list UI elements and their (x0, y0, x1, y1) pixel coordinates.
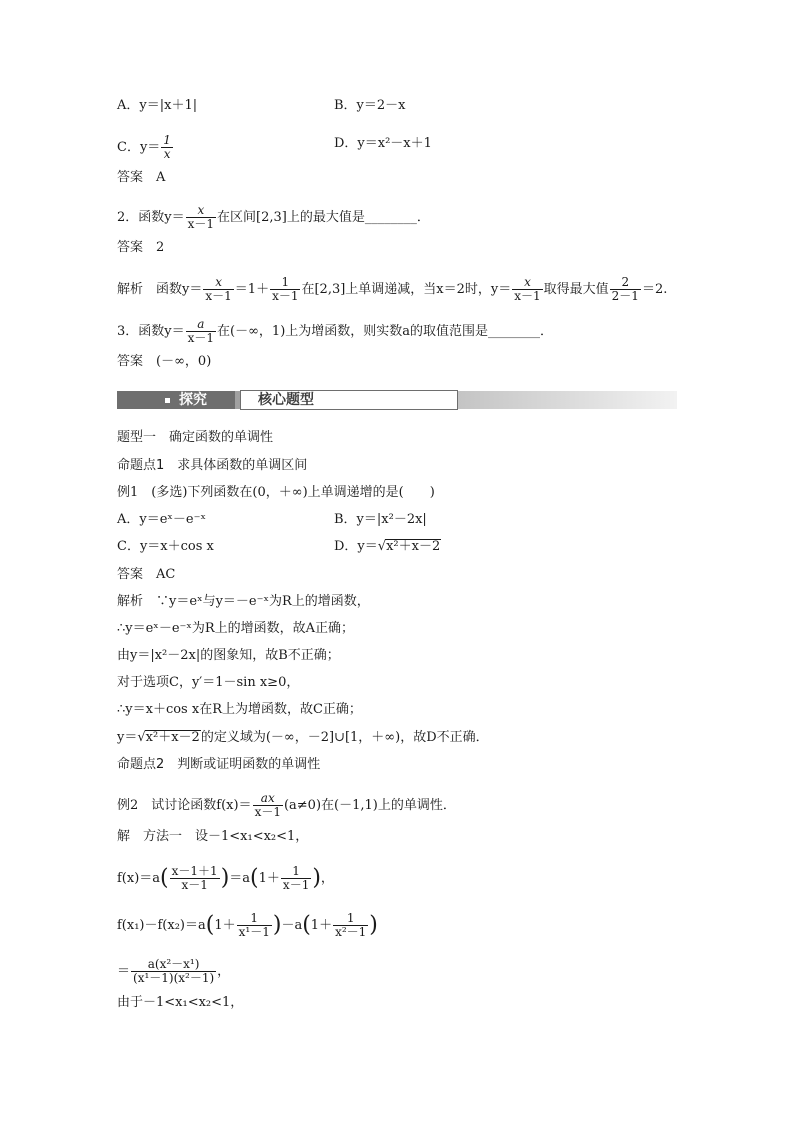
solution-line-5: 由于－1<x₁<x₂<1， (117, 995, 244, 1010)
q1-option-c (117, 134, 174, 161)
fraction-numerator: 2 (621, 275, 630, 289)
q2-suffix: 在区间[2,3]上的最大值是________． (217, 210, 430, 225)
solution-fraction-4 (333, 912, 368, 939)
banner-right-text: 核心题型 (258, 392, 314, 408)
fraction-numerator: 1 (281, 275, 290, 289)
example2-stem (117, 792, 456, 819)
solution-text: 1＋ (310, 918, 333, 933)
analysis-fraction-2 (270, 276, 300, 303)
analysis-text: 函数y＝ (156, 282, 203, 297)
sqrt-radicand: x²＋x－2 (145, 730, 200, 745)
solution-text: ， (217, 964, 231, 979)
q1-option-c-fraction (161, 134, 173, 161)
fraction-denominator: x－1 (254, 805, 281, 819)
q3-suffix: 在(－∞，1)上为增函数，则实数a的取值范围是________． (217, 324, 554, 339)
banner-left-text: 探究 (179, 392, 207, 408)
example1-analysis-line-5: ∴y＝x＋cos x在R上为增函数，故C正确； (117, 702, 362, 717)
q2-fraction (186, 204, 216, 231)
fraction-denominator: x－1 (187, 217, 215, 231)
analysis-label: 解析 (117, 282, 144, 297)
banner-dark-block (117, 391, 235, 409)
analysis-fraction-4 (610, 276, 641, 303)
example1-analysis-line-4: 对于选项C，y′＝1－sin x≥0， (117, 675, 300, 690)
q1-option-b: B．y＝2－x (334, 98, 406, 113)
option-d-prefix: D．y＝ (334, 539, 378, 554)
fraction-denominator: x－1 (170, 878, 220, 892)
fraction-denominator: x－1 (272, 289, 299, 303)
fraction-denominator: (x¹－1)(x²－1) (133, 971, 215, 985)
analysis-label: 解析 (117, 594, 144, 609)
analysis-text: 取得最大值 (543, 282, 609, 297)
square-bullet-icon (165, 398, 170, 403)
solution-text: ， (320, 871, 334, 886)
example1-stem: 例1 (多选)下列函数在(0，＋∞)上单调递增的是( ) (117, 485, 435, 500)
example1-analysis-line-2: ∴y＝eˣ－e⁻ˣ为R上的增函数，故A正确； (117, 621, 355, 636)
solution-fraction-3 (237, 912, 272, 939)
q3-answer (117, 354, 211, 370)
example1-option-a: A．y＝eˣ－e⁻ˣ (117, 512, 207, 527)
solution-fraction-5 (131, 958, 216, 985)
example1-option-d (334, 539, 441, 555)
q2-analysis (117, 276, 667, 303)
example1-analysis-line-1 (117, 594, 370, 610)
q1-option-d: D．y＝x²－x＋1 (334, 136, 432, 151)
fraction-numerator: x (215, 275, 222, 289)
fraction-numerator: x－1＋1 (171, 864, 218, 878)
solution-text: －a (281, 918, 303, 933)
analysis-text: 在[2,3]上单调递减，当x＝2时，y＝ (301, 282, 512, 297)
fraction-denominator: x²－1 (335, 925, 367, 939)
solution-text: ＝ (117, 964, 131, 979)
q1-option-a: A．y＝|x＋1| (117, 98, 198, 113)
q2-prefix: 2．函数y＝ (117, 210, 185, 225)
fraction-denominator: x (161, 147, 173, 161)
solution-line-3: f(x₁)－f(x₂)＝a(1＋ $\frac{1}{\text{x¹－1}}$ )－a(1＋ $\frac{1}{\text{x²－1}}$ ) (117, 911, 378, 939)
analysis-fraction-3 (512, 276, 542, 303)
answer-value: A (156, 170, 166, 185)
example2-prefix: 例2 试讨论函数f(x)＝ (117, 798, 252, 813)
analysis-text: ＝1＋ (234, 282, 270, 297)
fraction-numerator: 1 (346, 911, 355, 925)
analysis-text: ∵y＝eˣ与y＝－e⁻ˣ为R上的增函数， (156, 594, 370, 609)
answer-value: 2 (156, 240, 165, 255)
solution-line-1: 解 方法一 设－1<x₁<x₂<1， (117, 829, 309, 844)
fraction-denominator: x－1 (187, 331, 215, 345)
solution-text: 1＋ (214, 918, 236, 933)
q3-stem (117, 318, 553, 345)
fraction-numerator: x (524, 275, 531, 289)
fraction-numerator: 1 (292, 864, 300, 878)
q1-answer (117, 170, 165, 186)
fraction-numerator: 1 (250, 911, 259, 925)
solution-text: f(x₁)－f(x₂)＝a (117, 918, 206, 933)
solution-line-2: f(x)＝a( $\frac{x-1+1}{x-1}$ )＝a(1＋ $\frac{1}{x-1}$ )， (117, 864, 334, 892)
example2-fraction (253, 792, 283, 819)
fraction-denominator: x－1 (514, 289, 541, 303)
q3-fraction (186, 318, 216, 345)
example1-option-b: B．y＝|x²－2x| (334, 512, 427, 527)
solution-text: ＝a (229, 871, 251, 886)
section-banner (117, 388, 677, 412)
sqrt-icon: √ (377, 539, 387, 554)
q2-stem (117, 204, 430, 231)
example1-analysis-line-3: 由y＝|x²－2x|的图象知，故B不正确； (117, 648, 340, 663)
point1-title: 命题点1 求具体函数的单调区间 (117, 458, 308, 473)
analysis-text: ＝2. (641, 282, 668, 297)
type-title: 题型一 确定函数的单调性 (117, 430, 274, 445)
point2-title: 命题点2 判断或证明函数的单调性 (117, 757, 321, 772)
fraction-numerator: x (197, 203, 205, 217)
solution-text: f(x)＝a (117, 871, 161, 886)
answer-label: 答案 (117, 354, 144, 369)
analysis-text: 的定义域为(－∞，－2]∪[1，＋∞)，故D不正确． (200, 730, 489, 745)
sqrt-radicand: x²＋x－2 (386, 539, 441, 554)
analysis-text: y＝ (117, 730, 138, 745)
solution-text: 1＋ (258, 871, 280, 886)
answer-label: 答案 (117, 567, 144, 582)
fraction-denominator: x¹－1 (238, 925, 270, 939)
sqrt-icon: √ (137, 730, 146, 745)
answer-value: (－∞，0) (156, 354, 212, 369)
answer-label: 答案 (117, 170, 144, 185)
solution-line-4 (117, 958, 230, 985)
fraction-numerator: 1 (163, 133, 171, 147)
answer-value: AC (156, 567, 176, 582)
q3-prefix: 3．函数y＝ (117, 324, 185, 339)
solution-fraction-1 (170, 865, 220, 892)
fraction-numerator: a (197, 317, 205, 331)
fraction-denominator: 2－1 (611, 289, 639, 303)
example1-analysis-line-6 (117, 730, 489, 746)
q2-answer (117, 240, 164, 256)
fraction-numerator: a(x²－x¹) (147, 957, 200, 971)
q1-option-c-prefix: C．y＝ (117, 140, 161, 155)
answer-label: 答案 (117, 240, 144, 255)
fraction-denominator: x－1 (282, 878, 310, 892)
fraction-denominator: x－1 (205, 289, 232, 303)
fraction-numerator: ax (260, 791, 275, 805)
analysis-fraction-1 (203, 276, 233, 303)
example1-answer (117, 567, 175, 583)
solution-fraction-2 (281, 865, 311, 892)
example1-option-c: C．y＝x＋cos x (117, 539, 214, 554)
example2-suffix: (a≠0)在(－1,1)上的单调性． (283, 798, 456, 813)
